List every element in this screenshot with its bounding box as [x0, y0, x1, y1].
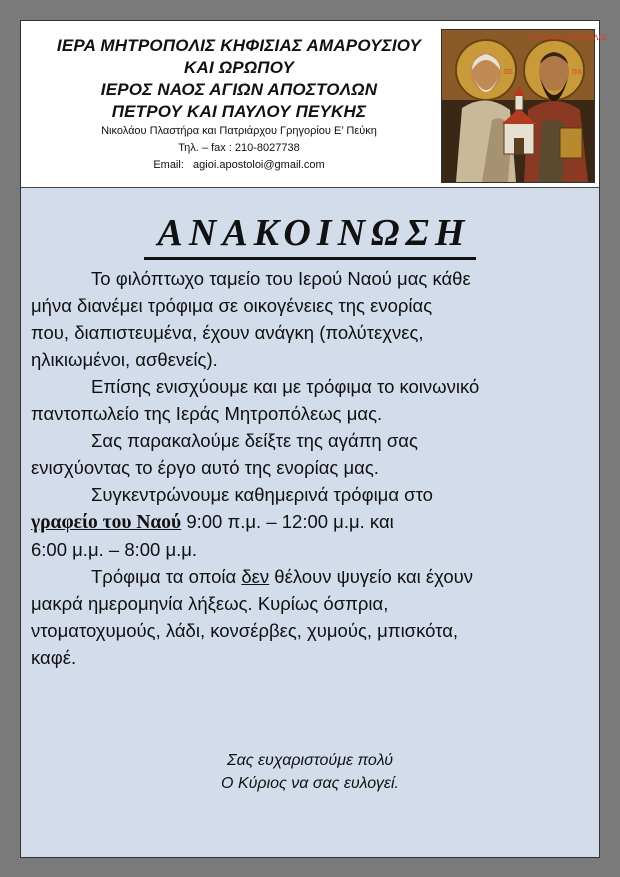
underlined-word: δεν — [241, 566, 270, 587]
body-line: Σας παρακαλούμε δείξτε της αγάπη σας — [91, 430, 418, 451]
closing-line: Ο Κύριος να σας ευλογεί. — [221, 775, 399, 792]
paragraph — [31, 563, 581, 671]
church-address: Νικολάου Πλαστήρα και Πατριάρχου Γρηγορίου Ε’ Πεύκη — [101, 125, 377, 137]
email-label: Email: — [153, 159, 184, 171]
svg-text:ΠΕ: ΠΕ — [504, 68, 514, 76]
body-line: που, διαπιστευμένα, έχουν ανάγκη (πολύτεχνες, — [31, 322, 424, 343]
church-email-line — [39, 159, 439, 171]
body-line: ενισχύοντας το έργο αυτό της ενορίας μας. — [31, 457, 379, 478]
paragraph — [31, 481, 581, 563]
body-line: Συγκεντρώνουμε καθημερινά τρόφιμα στο — [91, 484, 433, 505]
church-title-line: ΚΑΙ ΩΡΩΠΟΥ — [184, 58, 294, 77]
closing-line: Σας ευχαριστούμε πολύ — [227, 752, 393, 769]
body-line: ντοματοχυμούς, λάδι, κονσέρβες, χυμούς, μπισκότα, — [31, 620, 459, 641]
svg-text:ΟΙ ΑΓΙΟΙ ΑΠΟΣΤΟΛΟΙ: ΟΙ ΑΓΙΟΙ ΑΠΟΣΤΟΛΟΙ — [528, 33, 608, 42]
body-fragment: Τρόφιμα τα οποία — [91, 566, 242, 587]
paragraph — [31, 373, 581, 427]
paragraph — [31, 427, 581, 481]
body-line: Επίσης ενισχύουμε και με τρόφιμα το κοινωνικό — [91, 376, 480, 397]
body-line: ηλικιωμένοι, ασθενείς). — [31, 349, 218, 370]
church-title — [39, 35, 439, 123]
body-line: παντοπωλείο της Ιεράς Μητροπόλεως μας. — [31, 403, 383, 424]
office-hours-morning: 9:00 π.μ. – 12:00 μ.μ. και — [181, 511, 394, 532]
announcement-page — [20, 20, 608, 858]
letterhead — [21, 21, 608, 188]
body-fragment: θέλουν ψυγείο και έχουν — [269, 566, 474, 587]
email-address: agioi.apostoloi@gmail.com — [193, 159, 325, 171]
closing-greeting — [21, 749, 599, 795]
body-line: μήνα διανέμει τρόφιμα σε οικογένειες της ενορίας — [31, 295, 433, 316]
svg-text:ΠΑ: ΠΑ — [572, 68, 583, 76]
office-emphasis: γραφείο του Ναού — [31, 512, 182, 533]
church-title-line: ΙΕΡΑ ΜΗΤΡΟΠΟΛΙΣ ΚΗΦΙΣΙΑΣ ΑΜΑΡΟΥΣΙΟΥ — [56, 36, 422, 55]
body-line: καφέ. — [31, 647, 77, 668]
body-line: μακρά ημερομηνία λήξεως. Κυρίως όσπρια, — [31, 593, 389, 614]
church-title-line: ΙΕΡΟΣ ΝΑΟΣ ΑΓΙΩΝ ΑΠΟΣΤΟΛΩΝ — [100, 80, 378, 99]
saints-peter-paul-icon — [441, 29, 608, 183]
announcement-title-text: ΑΝΑΚΟΙΝΩΣΗ — [144, 211, 477, 260]
office-hours-evening: 6:00 μ.μ. – 8:00 μ.μ. — [31, 539, 198, 560]
announcement-body — [31, 265, 581, 671]
paragraph — [31, 265, 581, 373]
body-line: Το φιλόπτωχο ταμείο του Ιερού Ναού μας κάθε — [91, 268, 471, 289]
church-title-line: ΠΕΤΡΟΥ ΚΑΙ ΠΑΥΛΟΥ ΠΕΥΚΗΣ — [111, 102, 367, 121]
church-phone: Τηλ. – fax : 210-8027738 — [178, 142, 300, 154]
announcement-title — [21, 211, 599, 260]
